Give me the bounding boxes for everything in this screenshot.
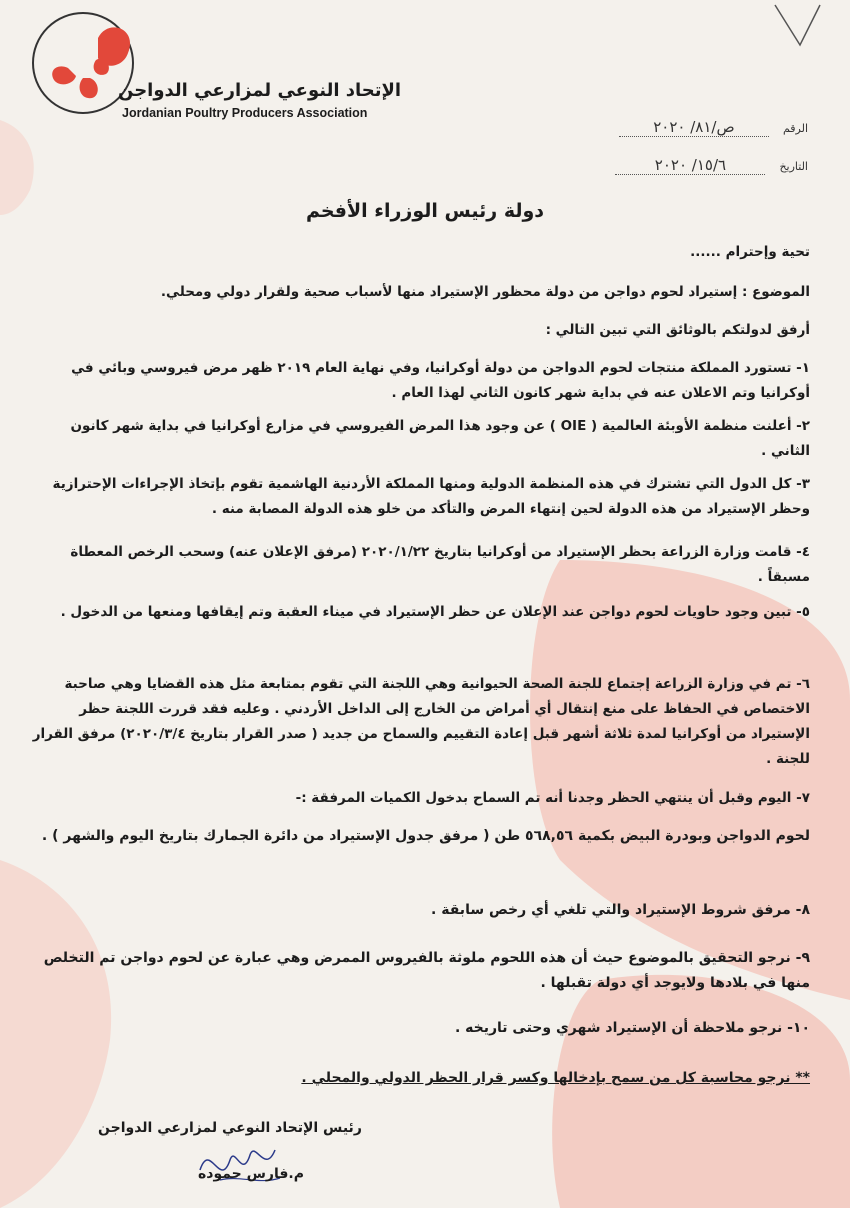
ref-label: الرقم bbox=[782, 122, 808, 135]
org-name-arabic: الإتحاد النوعي لمزارعي الدواجن bbox=[118, 80, 402, 101]
list-item: ٦- تم في وزارة الزراعة إجتماع للجنة الصحة الحيوانية وهي اللجنة التي تقوم بمتابعة مثل هذه القضايا وهي صاحبة الاختصاص في الحفاظ على منع إنتقال أي أمراض من الخارج إلى الداخل الأردني . وعليه فقد قررت اللجنة حظر الإستيراد من أوكرانيا لمدة ثلاثة أشهر قبل إعادة التقييم والسماح من جديد ( صدر القرار بتاريخ ٢٠٢٠/٣/٤) مرفق القرار للجنة . bbox=[32, 676, 810, 767]
date-label: التاريخ bbox=[779, 160, 808, 173]
list-item: لحوم الدواجن وبودرة البيض بكمية ٥٦٨,٥٦ طن ( مرفق جدول الإستيراد من دائرة الجمارك بتاريخ اليوم والشهر ) . bbox=[41, 828, 810, 844]
date-row bbox=[615, 156, 808, 175]
greeting: تحية وإحترام ...... bbox=[690, 244, 810, 260]
reference-number-row bbox=[619, 118, 808, 137]
list-item: ٨- مرفق شروط الإستيراد والتي تلغي أي رخص سابقة . bbox=[431, 902, 810, 918]
signatory-name: م.فارس حموده bbox=[198, 1166, 304, 1182]
list-item: ٥- تبين وجود حاويات لحوم دواجن عند الإعلان عن حظر الإستيراد في ميناء العقبة وتم إيقافها ومنعها من الدخول . bbox=[60, 604, 810, 620]
list-item: ٢- أعلنت منظمة الأوبئة العالمية ( OIE ) عن وجود هذا المرض الفيروسي في مزارع أوكرانيا في بداية شهر كانون الثاني . bbox=[70, 418, 810, 459]
signature-title: رئيس الإتحاد النوعي لمزارعي الدواجن bbox=[98, 1120, 362, 1136]
signature-scribble-icon bbox=[180, 1130, 300, 1200]
subject-line: الموضوع : إستيراد لحوم دواجن من دولة محظور الإستيراد منها لأسباب صحية ولقرار دولي ومحلي. bbox=[160, 284, 810, 300]
closing-demand: ** نرجو محاسبة كل من سمح بإدخالها وكسر قرار الحظر الدولي والمحلي . bbox=[301, 1070, 810, 1086]
pen-mark-icon bbox=[770, 0, 830, 50]
ref-value: ص/٨١/ ٢٠٢٠ bbox=[619, 118, 769, 137]
attachments-intro: أرفق لدولتكم بالوثائق التي تبين التالي : bbox=[545, 322, 810, 338]
list-item: ٩- نرجو التحقيق بالموضوع حيث أن هذه اللحوم ملوثة بالفيروس الممرض وهي عبارة عن لحوم دواجن تم التخلص منها في بلادها ولايوجد أي دولة تقبلها . bbox=[43, 950, 810, 991]
addressee-heading: دولة رئيس الوزراء الأفخم bbox=[305, 200, 545, 222]
list-item: ١- تستورد المملكة منتجات لحوم الدواجن من دولة أوكرانيا، وفي نهاية العام ٢٠١٩ ظهر مرض فيروسي وبائي في أوكرانيا وتم الاعلان عنه في بداية شهر كانون الثاني لهذا العام . bbox=[71, 360, 810, 401]
list-item: ١٠- نرجو ملاحظة أن الإستيراد شهري وحتى تاريخه . bbox=[454, 1020, 810, 1036]
date-value: ١٥/٦/ ٢٠٢٠ bbox=[615, 156, 765, 175]
org-name-english: Jordanian Poultry Producers Association bbox=[122, 106, 368, 120]
association-logo-icon bbox=[28, 8, 138, 118]
list-item: ٣- كل الدول التي تشترك في هذه المنظمة الدولية ومنها المملكة الأردنية الهاشمية تقوم بإتخاذ الإجراءات الإحترازية وحظر الإستيراد من هذه الدولة لحين إنتهاء المرض والتأكد من خلو هذه الدولة المصابة منه . bbox=[52, 476, 810, 517]
list-item: ٤- قامت وزارة الزراعة بحظر الإستيراد من أوكرانيا بتاريخ ٢٠٢٠/١/٢٢ (مرفق الإعلان عنه) وسحب الرخص المعطاة مسبقاً . bbox=[70, 544, 810, 585]
list-item: ٧- اليوم وقبل أن ينتهي الحظر وجدنا أنه تم السماح بدخول الكميات المرفقة :- bbox=[295, 790, 810, 806]
